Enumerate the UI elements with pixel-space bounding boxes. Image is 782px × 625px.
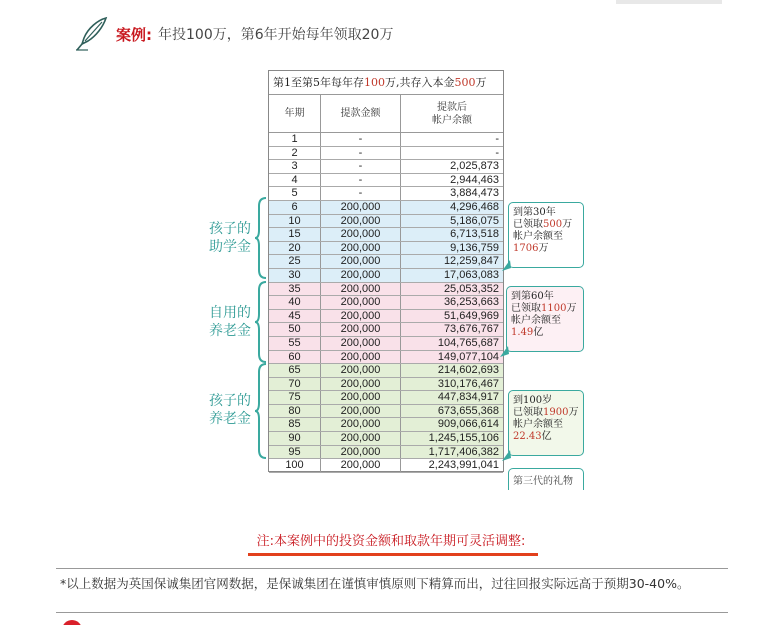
cell-amount: 200,000: [321, 351, 401, 364]
divider-top: [56, 568, 728, 569]
header-balance: [401, 95, 503, 132]
note-highlight: 1706: [513, 243, 539, 254]
note-highlight: 1900: [543, 407, 569, 418]
table-row: [269, 147, 503, 161]
note-box-30-years: [508, 202, 584, 268]
cell-amount: -: [321, 174, 401, 187]
note-part: 万: [568, 407, 579, 418]
case-text: 年投100万，第6年开始每年领取20万: [158, 27, 394, 43]
caption-part: 万,共存入本金: [385, 76, 455, 89]
note-line: 到100岁: [513, 395, 553, 406]
cell-year: 6: [269, 201, 321, 214]
cell-amount: -: [321, 133, 401, 146]
cell-balance: 25,053,352: [443, 282, 499, 295]
cell-year: 40: [269, 296, 321, 309]
cell-amount: 200,000: [321, 337, 401, 350]
table-row: [269, 269, 503, 283]
cell-year: 15: [269, 228, 321, 241]
cell-balance: 310,176,467: [437, 377, 499, 390]
cell-year: 20: [269, 242, 321, 255]
table-row: [269, 405, 503, 419]
cell-balance: 149,077,104: [437, 350, 499, 363]
cell-balance: 5,186,075: [450, 214, 499, 227]
table-row: [269, 201, 503, 215]
note-line: [513, 407, 579, 419]
cell-balance: 9,136,759: [450, 241, 499, 254]
group-label-child-pension: [204, 392, 256, 428]
header-amount: 提款金额: [321, 95, 401, 132]
note-pointer: [502, 260, 512, 272]
cell-balance: 36,253,663: [443, 296, 499, 309]
header-balance-line: 帐户余额: [432, 114, 472, 126]
table-row: [269, 242, 503, 256]
note-line: 到第30年: [513, 207, 556, 218]
adjustable-note: 注:本案例中的投资金额和取款年期可灵活调整:: [256, 534, 526, 549]
group-label-education: [204, 220, 256, 256]
cell-balance: -: [495, 146, 499, 159]
header-year: 年期: [269, 95, 321, 132]
cell-year: 70: [269, 378, 321, 391]
bottom-badge-icon: [62, 620, 82, 625]
table-row: [269, 255, 503, 269]
note-line: 帐户余额至: [511, 315, 561, 326]
note-line: [513, 431, 579, 443]
note-part: 亿: [533, 327, 544, 338]
note-highlight: 500: [543, 219, 563, 230]
cell-amount: 200,000: [321, 296, 401, 309]
cell-year: 90: [269, 432, 321, 445]
table-row: [269, 351, 503, 365]
note-line: [513, 243, 579, 255]
cell-balance: 1,717,406,382: [428, 445, 499, 458]
caption-highlight: 100: [364, 76, 385, 89]
cell-amount: 200,000: [321, 215, 401, 228]
brace-child-pension: [254, 362, 268, 460]
note-highlight: 22.43: [513, 431, 542, 442]
table-row: [269, 283, 503, 297]
note-highlight: 1100: [541, 303, 567, 314]
case-label: 案例:: [116, 25, 152, 44]
cell-balance: 12,259,847: [443, 255, 499, 268]
cell-balance: 4,296,468: [450, 200, 499, 213]
note-line: [513, 219, 579, 231]
cell-year: 65: [269, 364, 321, 377]
cell-amount: -: [321, 147, 401, 160]
note-box-100-years: [508, 390, 584, 456]
table-row: [269, 459, 503, 473]
table-row: [269, 446, 503, 460]
cell-year: 5: [269, 187, 321, 200]
cell-amount: 200,000: [321, 228, 401, 241]
caption-highlight: 500: [454, 76, 476, 89]
cell-balance: 1,245,155,106: [428, 432, 499, 445]
note-box-partial: 第三代的礼物: [508, 468, 584, 490]
table-row: [269, 133, 503, 147]
note-pointer: [502, 450, 512, 462]
note-pointer: [500, 346, 510, 358]
note-line: [511, 327, 579, 339]
caption-part: 第1至第5年每年存: [273, 76, 364, 89]
table-row: [269, 391, 503, 405]
cell-balance: 2,944,463: [450, 173, 499, 186]
top-tab-bar: [616, 0, 722, 4]
cell-year: 25: [269, 255, 321, 268]
note-box-60-years: [506, 286, 584, 352]
note-part: 已领取: [513, 219, 543, 230]
table-header-row: [269, 95, 503, 133]
cell-balance: 2,025,873: [450, 160, 499, 173]
note-part: 已领取: [511, 303, 541, 314]
cell-amount: 200,000: [321, 310, 401, 323]
cell-balance: 2,243,991,041: [428, 459, 499, 472]
cell-balance: -: [495, 133, 499, 145]
cell-balance: 673,655,368: [437, 404, 499, 417]
note-underline: [248, 553, 538, 556]
cell-amount: 200,000: [321, 364, 401, 377]
table-row: [269, 310, 503, 324]
cell-amount: 200,000: [321, 432, 401, 445]
note-part: 万: [538, 243, 549, 254]
cell-year: 45: [269, 310, 321, 323]
group-label-line: 养老金: [209, 411, 251, 427]
case-header: [72, 14, 393, 54]
table-row: [269, 215, 503, 229]
table-row: [269, 160, 503, 174]
table-row: [269, 187, 503, 201]
note-highlight: 1.49: [511, 327, 534, 338]
cell-amount: 200,000: [321, 405, 401, 418]
note-line: 帐户余额至: [513, 231, 563, 242]
group-label-pension: [204, 304, 256, 340]
cell-balance: 909,066,614: [437, 418, 499, 431]
cell-balance: 447,834,917: [437, 391, 499, 404]
table-body: [269, 133, 503, 473]
cell-amount: 200,000: [321, 378, 401, 391]
cell-amount: 200,000: [321, 391, 401, 404]
table-row: [269, 432, 503, 446]
note-line: [511, 303, 579, 315]
table-row: [269, 364, 503, 378]
header-balance-line: 提款后: [437, 101, 467, 113]
table-row: [269, 418, 503, 432]
table-row: [269, 337, 503, 351]
note-line: 到第60年: [511, 291, 554, 302]
group-label-line: 孩子的: [209, 221, 251, 237]
table-row: [269, 323, 503, 337]
cell-amount: 200,000: [321, 418, 401, 431]
cell-year: 35: [269, 283, 321, 296]
disclaimer-text: *以上数据为英国保诚集团官网数据，是保诚集团在谨慎审慎原则下精算而出，过往回报实际远高于预期30-40%。: [60, 576, 690, 591]
table-row: [269, 228, 503, 242]
cell-year: 95: [269, 446, 321, 459]
cell-amount: 200,000: [321, 283, 401, 296]
cell-balance: 6,713,518: [450, 228, 499, 241]
cell-year: 3: [269, 160, 321, 173]
cell-year: 10: [269, 215, 321, 228]
cell-balance: 51,649,969: [443, 309, 499, 322]
note-part: 万: [562, 219, 573, 230]
note-part: 亿: [541, 431, 552, 442]
cell-year: 85: [269, 418, 321, 431]
group-label-line: 助学金: [209, 239, 251, 255]
note-part: 已领取: [513, 407, 543, 418]
cell-year: 100: [269, 459, 321, 472]
cell-amount: 200,000: [321, 323, 401, 336]
table-row: [269, 174, 503, 188]
cell-amount: -: [321, 187, 401, 200]
cell-year: 2: [269, 147, 321, 160]
cell-amount: 200,000: [321, 446, 401, 459]
cell-balance: 73,676,767: [443, 323, 499, 336]
cell-amount: 200,000: [321, 255, 401, 268]
group-label-line: 养老金: [209, 323, 251, 339]
cell-amount: 200,000: [321, 459, 401, 472]
cell-amount: 200,000: [321, 242, 401, 255]
table-caption: [269, 71, 503, 95]
cell-balance: 17,063,083: [443, 268, 499, 281]
cell-year: 60: [269, 351, 321, 364]
investment-figure: [196, 64, 596, 494]
note-line: 帐户余额至: [513, 419, 563, 430]
cell-amount: 200,000: [321, 269, 401, 282]
cell-year: 55: [269, 337, 321, 350]
divider-bottom: [56, 612, 728, 613]
balance-table: [268, 70, 504, 472]
cell-year: 75: [269, 391, 321, 404]
cell-year: 80: [269, 405, 321, 418]
caption-part: 万: [475, 76, 487, 89]
cell-amount: -: [321, 160, 401, 173]
cell-balance: 3,884,473: [450, 187, 499, 200]
cell-year: 4: [269, 174, 321, 187]
table-row: [269, 296, 503, 310]
table-row: [269, 378, 503, 392]
cell-balance: 104,765,687: [437, 336, 499, 349]
cell-year: 50: [269, 323, 321, 336]
cell-year: 30: [269, 269, 321, 282]
quill-pen-icon: [72, 14, 112, 54]
note-part: 万: [566, 303, 577, 314]
cell-balance: 214,602,693: [437, 364, 499, 377]
cell-year: 1: [269, 133, 321, 146]
group-label-line: 孩子的: [209, 393, 251, 409]
brace-pension: [254, 280, 268, 364]
cell-amount: 200,000: [321, 201, 401, 214]
group-label-line: 自用的: [209, 305, 251, 321]
brace-education: [254, 196, 268, 280]
